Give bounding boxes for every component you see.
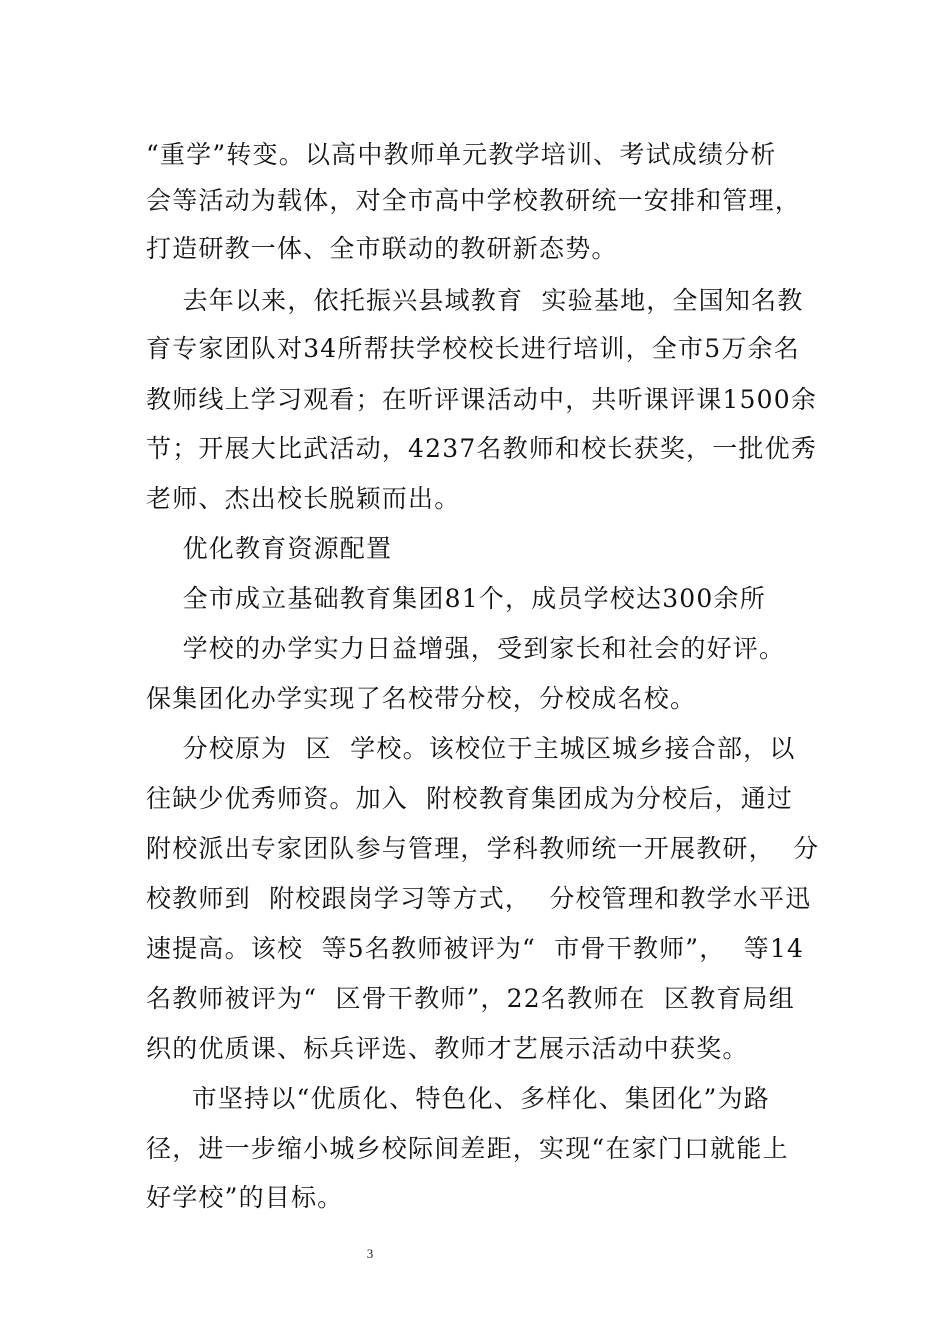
- text-line: 打造研教一体、全市联动的教研新态势。: [146, 234, 618, 263]
- text-line: 老师、杰出校长脱颖而出。: [146, 484, 461, 513]
- text-line: 往缺少优秀师资。加入 附校教育集团成为分校后，通过: [146, 784, 794, 813]
- text-line: 学校的办学实力日益增强，受到家长和社会的好评。: [146, 634, 786, 663]
- text-line: 去年以来，依托振兴县域教育 实验基地，全国知名教: [146, 286, 804, 315]
- section-heading: 优化教育资源配置: [146, 534, 393, 563]
- text-line: 名教师被评为“ 区骨干教师”，22名教师在 区教育局组: [146, 984, 795, 1013]
- text-line: 附校派出专家团队参与管理，学科教师统一开展教研， 分: [146, 834, 820, 863]
- text-line: 速提高。该校 等5名教师被评为“ 市骨干教师”， 等14: [146, 934, 805, 963]
- page-number: 3: [366, 1246, 374, 1261]
- text-line: 全市成立基础教育集团81个，成员学校达300余所: [146, 584, 766, 613]
- text-line: 径，进一步缩小城乡校际间差距，实现“在家门口就能上: [146, 1134, 789, 1163]
- text-line: 好学校”的目标。: [146, 1183, 344, 1212]
- text-line: 市坚持以“优质化、特色化、多样化、集团化”为路: [146, 1084, 770, 1113]
- text-line: 会等活动为载体，对全市高中学校教研统一安排和管理，: [146, 186, 802, 215]
- text-line: 育专家团队对34所帮扶学校校长进行培训，全市5万余名: [146, 334, 800, 363]
- text-line: “重学”转变。以高中教师单元教学培训、考试成绩分析: [146, 140, 777, 169]
- text-line: 节；开展大比武活动，4237名教师和校长获奖，一批优秀: [146, 434, 818, 463]
- text-line: 分校原为 区 学校。该校位于主城区城乡接合部，以: [146, 734, 796, 763]
- text-line: 织的优质课、标兵评选、教师才艺展示活动中获奖。: [146, 1034, 749, 1063]
- text-line: 保集团化办学实现了名校带分校，分校成名校。: [146, 684, 697, 713]
- text-line: 校教师到 附校跟岗学习等方式， 分校管理和教学水平迅: [146, 884, 812, 913]
- text-line: 教师线上学习观看；在听评课活动中，共听课评课1500余: [146, 385, 818, 414]
